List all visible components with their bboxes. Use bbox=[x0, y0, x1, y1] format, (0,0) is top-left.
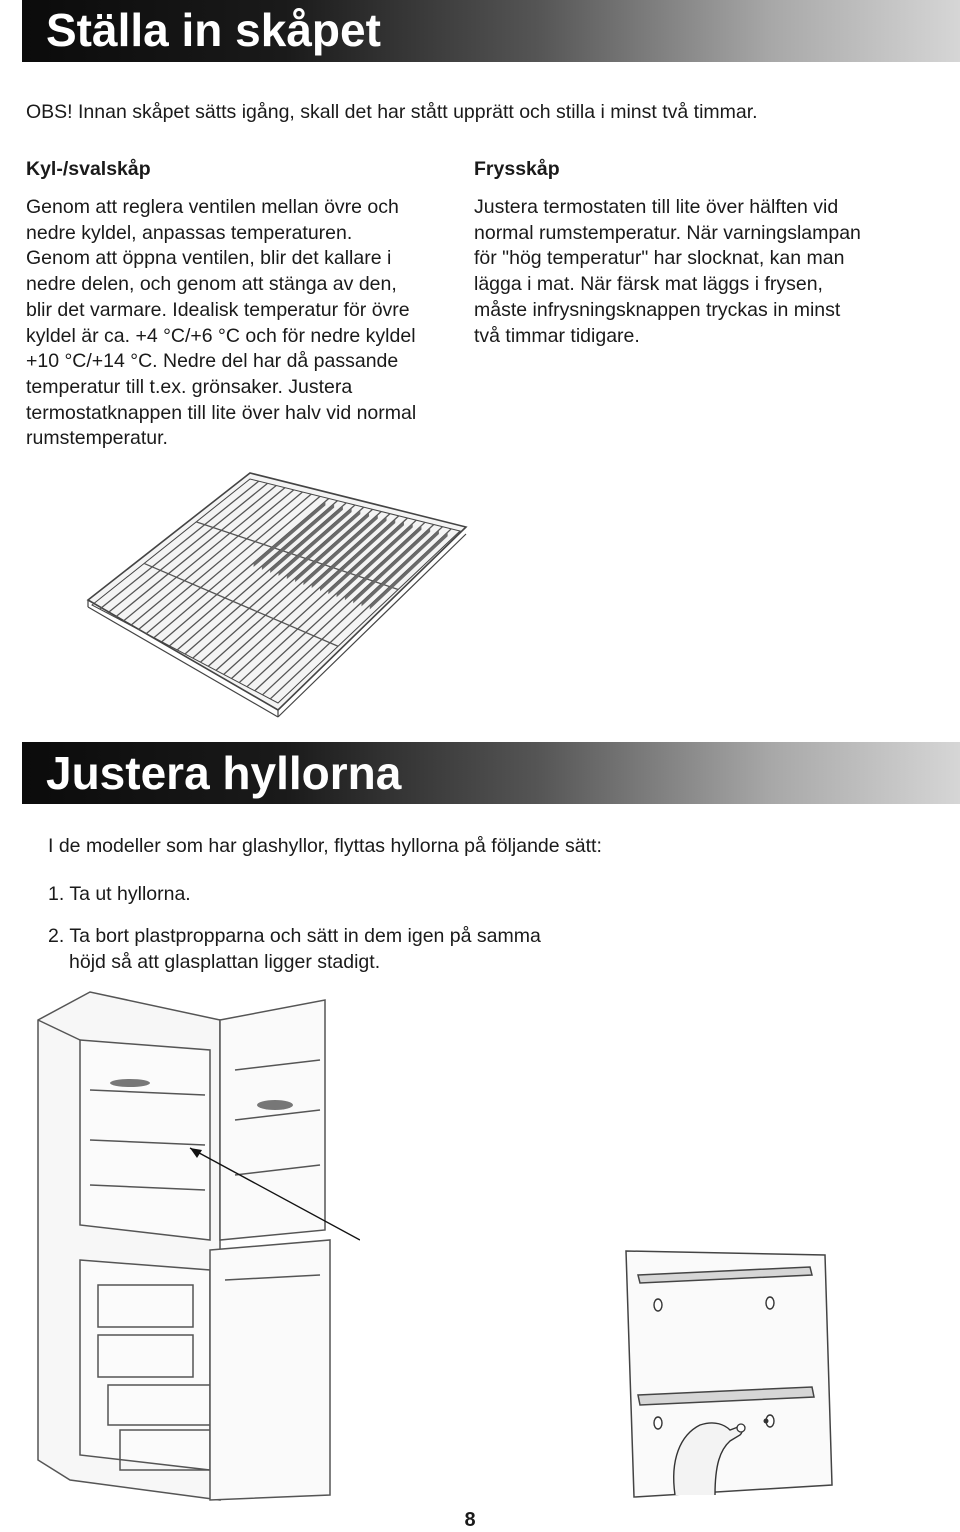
page-number: 8 bbox=[464, 1509, 476, 1531]
wire-shelf-illustration bbox=[80, 465, 470, 720]
section-title-setup: Ställa in skåpet bbox=[22, 0, 960, 62]
shelves-intro: I de modeller som har glashyllor, flyttas hyllorna på följande sätt: bbox=[48, 835, 602, 857]
fridge-heading: Kyl-/svalskåp bbox=[26, 158, 151, 180]
fridge-text: Genom att reglera ventilen mellan övre och nedre kyldel, anpassas temperaturen. Genom att öppna ventilen, blir det kallare i nedre delen, och genom att stänga av den, blir det varmare. Idealisk temperatur för övre kyldel är ca. +4 °C/+6 °C och för nedre kyldel +10 °C/+14 °C. Nedre del har då passande temperatur till t.ex. grönsaker. Justera termostatknappen till lite över halv vid normal rumstemperatur. bbox=[26, 196, 417, 450]
setup-note: OBS! Innan skåpet sätts igång, skall det har stått upprätt och stilla i minst två timmar. bbox=[26, 101, 758, 123]
freezer-text-block bbox=[474, 195, 914, 349]
step-1: 1. Ta ut hyllorna. bbox=[48, 883, 191, 905]
section-title-shelves: Justera hyllorna bbox=[22, 742, 960, 804]
shelf-detail-illustration bbox=[620, 1245, 840, 1505]
freezer-text: Justera termostaten till lite över hälften vid normal rumstemperatur. När varningslampan för "hög temperatur" har slocknat, kan man lägga i mat. När färsk mat läggs i frysen, måste infrysningsknappen tryckas in minst två timmar tidigare. bbox=[474, 196, 861, 347]
fridge-text-block bbox=[26, 195, 462, 452]
fridge-illustration bbox=[30, 990, 360, 1510]
freezer-heading: Frysskåp bbox=[474, 158, 560, 180]
step-2: 2. Ta bort plastpropparna och sätt in dem igen på samma höjd så att glasplattan ligger stadigt. bbox=[48, 925, 541, 973]
